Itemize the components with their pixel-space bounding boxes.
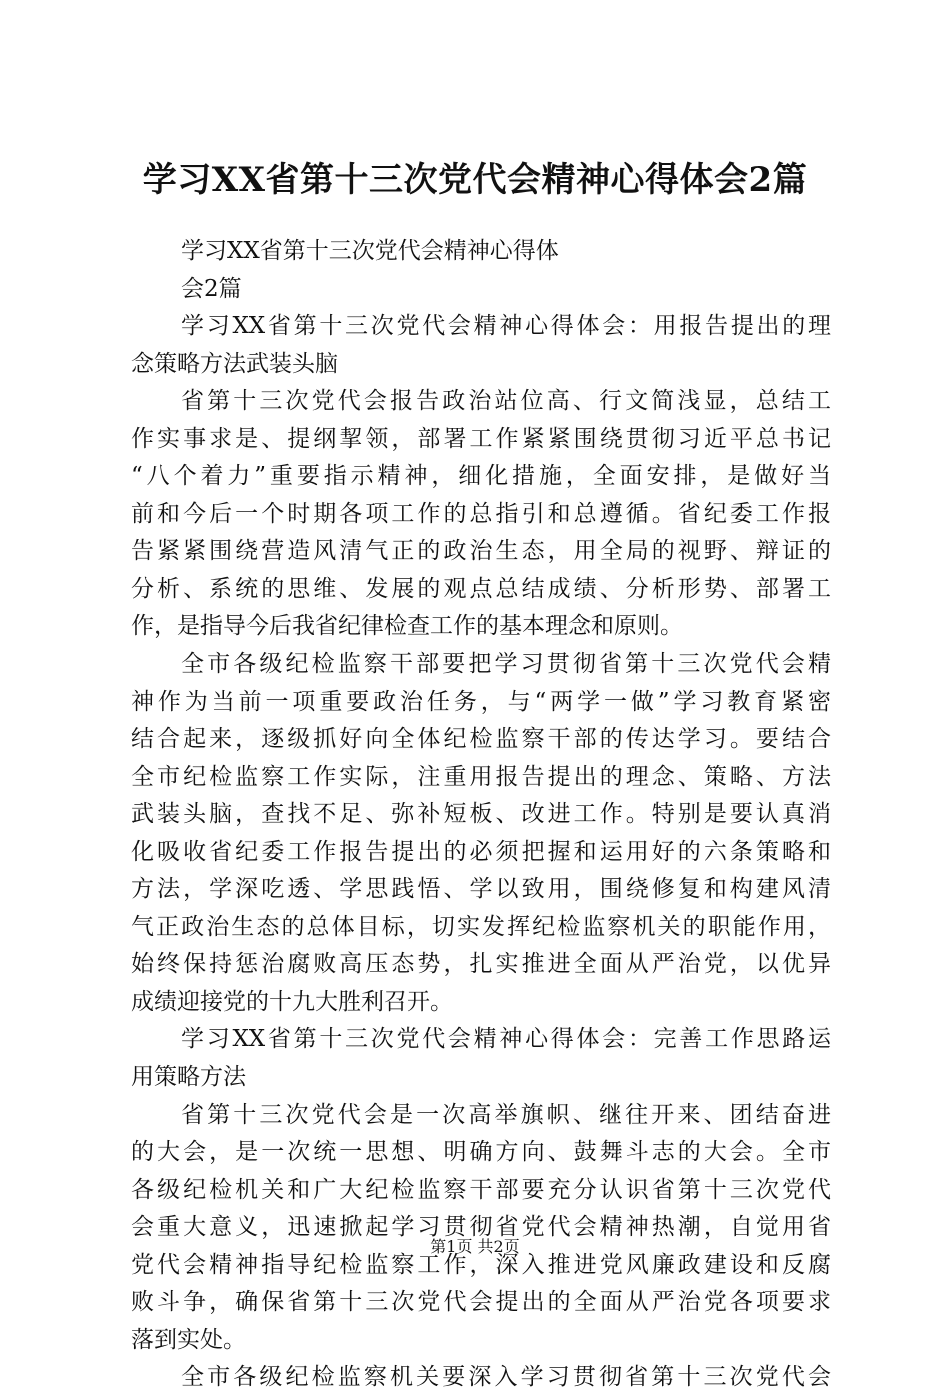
paragraph-line: 败斗争，确保省第十三次党代会提出的全面从严治党各项要求 bbox=[131, 1289, 831, 1316]
section-heading-line: 学习XX省第十三次党代会精神心得体会：用报告提出的理 bbox=[181, 313, 831, 340]
paragraph-line: 成绩迎接党的十九大胜利召开。 bbox=[131, 988, 453, 1015]
paragraph-line: 会重大意义，迅速掀起学习贯彻省党代会精神热潮，自觉用省 bbox=[131, 1214, 831, 1241]
paragraph-line: 神作为当前一项重要政治任务，与“两学一做”学习教育紧密 bbox=[131, 688, 831, 715]
section-heading-line: 学习XX省第十三次党代会精神心得体会：完善工作思路运 bbox=[181, 1026, 831, 1053]
paragraph-line: 全市各级纪检监察机关要深入学习贯彻省第十三次党代会 bbox=[181, 1364, 831, 1391]
subtitle-line: 学习XX省第十三次党代会精神心得体 bbox=[181, 238, 559, 264]
page-footer: 第1页 共2页 bbox=[430, 1237, 520, 1256]
paragraph-line: 结合起来，逐级抓好向全体纪检监察干部的传达学习。要结合 bbox=[131, 726, 831, 753]
paragraph-line: 始终保持惩治腐败高压态势，扎实推进全面从严治党，以优异 bbox=[131, 951, 831, 978]
paragraph-line: 分析、系统的思维、发展的观点总结成绩、分析形势、部署工 bbox=[131, 575, 831, 602]
paragraph-line: 气正政治生态的总体目标，切实发挥纪检监察机关的职能作用， bbox=[131, 913, 831, 940]
paragraph-line: 作实事求是、提纲挈领，部署工作紧紧围绕贯彻习近平总书记 bbox=[131, 425, 831, 452]
paragraph-line: 作，是指导今后我省纪律检查工作的基本理念和原则。 bbox=[131, 613, 683, 640]
paragraph-line: 党代会精神指导纪检监察工作，深入推进党风廉政建设和反腐 bbox=[131, 1251, 831, 1278]
paragraph-line: 全市纪检监察工作实际，注重用报告提出的理念、策略、方法 bbox=[131, 763, 831, 790]
paragraph-line: “八个着力”重要指示精神，细化措施，全面安排，是做好当 bbox=[131, 463, 831, 490]
section-heading-line: 用策略方法 bbox=[131, 1064, 246, 1091]
paragraph-line: 告紧紧围绕营造风清气正的政治生态，用全局的视野、辩证的 bbox=[131, 538, 831, 565]
paragraph-line: 武装头脑，查找不足、弥补短板、改进工作。特别是要认真消 bbox=[131, 801, 831, 828]
paragraph-line: 省第十三次党代会是一次高举旗帜、继往开来、团结奋进 bbox=[181, 1101, 831, 1128]
page-title: 学习XX省第十三次党代会精神心得体会2篇 bbox=[142, 160, 808, 200]
paragraph-line: 各级纪检机关和广大纪检监察干部要充分认识省第十三次党代 bbox=[131, 1176, 831, 1203]
paragraph-line: 全市各级纪检监察干部要把学习贯彻省第十三次党代会精 bbox=[181, 651, 831, 678]
paragraph-line: 化吸收省纪委工作报告提出的必须把握和运用好的六条策略和 bbox=[131, 838, 831, 865]
document-body bbox=[131, 233, 831, 1397]
paragraph-line: 前和今后一个时期各项工作的总指引和总遵循。省纪委工作报 bbox=[131, 500, 831, 527]
paragraph-line: 的大会，是一次统一思想、明确方向、鼓舞斗志的大会。全市 bbox=[131, 1139, 831, 1166]
subtitle-line: 会2篇 bbox=[181, 275, 242, 302]
section-heading-line: 念策略方法武装头脑 bbox=[131, 350, 338, 377]
paragraph-line: 省第十三次党代会报告政治站位高、行文简浅显，总结工 bbox=[181, 388, 831, 415]
paragraph-line: 落到实处。 bbox=[131, 1326, 246, 1353]
paragraph-line: 方法，学深吃透、学思践悟、学以致用，围绕修复和构建风清 bbox=[131, 876, 831, 903]
